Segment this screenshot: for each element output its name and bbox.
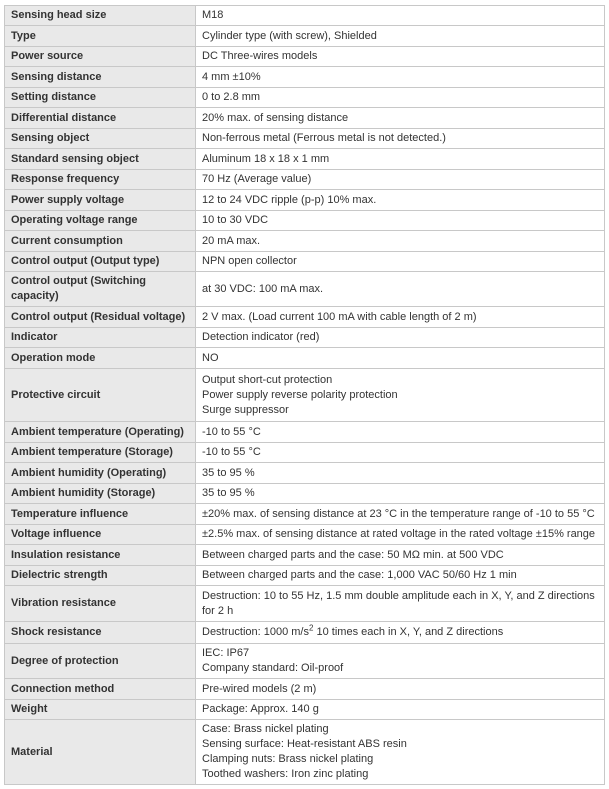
table-row: [5, 422, 605, 443]
spec-label: Weight: [5, 700, 196, 720]
spec-value-line: Toothed washers: Iron zinc plating: [202, 768, 369, 780]
spec-value-line: Case: Brass nickel plating: [202, 723, 329, 735]
table-row: [5, 644, 605, 679]
spec-label: Temperature influence: [5, 504, 196, 525]
spec-value: [196, 108, 605, 129]
table-row: [5, 129, 605, 149]
spec-label: Insulation resistance: [5, 545, 196, 566]
spec-value: [196, 369, 605, 422]
spec-label: Sensing distance: [5, 67, 196, 88]
spec-label: Power source: [5, 47, 196, 67]
spec-label: Ambient humidity (Storage): [5, 484, 196, 504]
spec-value: [196, 525, 605, 545]
spec-label: Control output (Residual voltage): [5, 307, 196, 328]
spec-value: [196, 129, 605, 149]
table-row: [5, 720, 605, 785]
spec-label: Control output (Output type): [5, 252, 196, 272]
table-row: [5, 679, 605, 700]
spec-label: Power supply voltage: [5, 190, 196, 211]
spec-value: [196, 504, 605, 525]
spec-label: Ambient temperature (Operating): [5, 422, 196, 443]
table-row: [5, 108, 605, 129]
table-row: [5, 211, 605, 231]
spec-value: [196, 231, 605, 252]
spec-value: [196, 211, 605, 231]
spec-label: Setting distance: [5, 88, 196, 108]
spec-label: Material: [5, 720, 196, 785]
spec-value: [196, 484, 605, 504]
spec-label: Protective circuit: [5, 369, 196, 422]
spec-value: [196, 586, 605, 622]
spec-value: [196, 6, 605, 26]
spec-value-line: 2 V max. (Load current 100 mA with cable length of 2 m): [202, 310, 477, 323]
table-row: [5, 170, 605, 190]
spec-value: [196, 272, 605, 307]
spec-value-line: Power supply reverse polarity protection: [202, 388, 398, 401]
spec-value: [196, 463, 605, 484]
spec-value: [196, 190, 605, 211]
spec-value-line: Package: Approx. 140 g: [202, 703, 319, 715]
table-row: [5, 328, 605, 348]
spec-label: Control output (Switching capacity): [5, 272, 196, 307]
table-row: [5, 307, 605, 328]
spec-value: [196, 170, 605, 190]
spec-value: [196, 328, 605, 348]
spec-value-line: Sensing surface: Heat-resistant ABS resin: [202, 738, 407, 750]
spec-label: Voltage influence: [5, 525, 196, 545]
table-row: [5, 252, 605, 272]
spec-value: [196, 47, 605, 67]
spec-label: Operation mode: [5, 348, 196, 369]
spec-value-line: ±2.5% max. of sensing distance at rated voltage in the rated voltage ±15% range: [202, 528, 596, 540]
spec-label: Current consumption: [5, 231, 196, 252]
spec-value-line: Destruction: 10 to 55 Hz, 1.5 mm double amplitude each in X, Y, and Z directions for 2 h: [202, 589, 595, 617]
table-row: [5, 67, 605, 88]
spec-label: Vibration resistance: [5, 586, 196, 622]
spec-value: [196, 545, 605, 566]
spec-value-line: 12 to 24 VDC ripple (p-p) 10% max.: [202, 193, 377, 206]
spec-value: [196, 622, 605, 644]
spec-value-line: Between charged parts and the case: 50 MΩ min. at 500 VDC: [202, 548, 504, 561]
table-row: [5, 700, 605, 720]
spec-value: [196, 88, 605, 108]
spec-value-line: Output short-cut protection: [202, 373, 333, 386]
spec-value-line: 10 to 30 VDC: [202, 214, 269, 226]
table-row: [5, 586, 605, 622]
spec-label: Type: [5, 26, 196, 47]
spec-value-line: -10 to 55 °C: [202, 446, 261, 458]
spec-label: Dielectric strength: [5, 566, 196, 586]
table-row: [5, 443, 605, 463]
spec-label: Response frequency: [5, 170, 196, 190]
spec-value-line: -10 to 55 °C: [202, 425, 261, 438]
spec-value-line: Cylinder type (with screw), Shielded: [202, 29, 377, 42]
spec-label: Connection method: [5, 679, 196, 700]
spec-value-line: NO: [202, 351, 219, 364]
table-row: [5, 26, 605, 47]
table-row: [5, 348, 605, 369]
spec-value-line: 70 Hz (Average value): [202, 173, 312, 185]
spec-value: [196, 348, 605, 369]
spec-label: Operating voltage range: [5, 211, 196, 231]
spec-label: Indicator: [5, 328, 196, 348]
table-row: [5, 272, 605, 307]
table-row: [5, 47, 605, 67]
spec-value-line: DC Three-wires models: [202, 50, 318, 62]
spec-value: [196, 26, 605, 47]
spec-label: Shock resistance: [5, 622, 196, 644]
spec-value-line: Pre-wired models (2 m): [202, 682, 317, 695]
spec-label: Ambient temperature (Storage): [5, 443, 196, 463]
spec-value: [196, 252, 605, 272]
spec-value-line: ±20% max. of sensing distance at 23 °C in the temperature range of -10 to 55 °C: [202, 507, 595, 520]
spec-label: Sensing object: [5, 129, 196, 149]
table-row: [5, 525, 605, 545]
spec-value-line: IEC: IP67: [202, 647, 250, 659]
table-row: [5, 369, 605, 422]
spec-label: Ambient humidity (Operating): [5, 463, 196, 484]
spec-value: [196, 720, 605, 785]
table-row: [5, 231, 605, 252]
spec-value: [196, 700, 605, 720]
spec-label: Differential distance: [5, 108, 196, 129]
spec-value-line: at 30 VDC: 100 mA max.: [202, 282, 324, 295]
table-row: [5, 149, 605, 170]
table-row: [5, 566, 605, 586]
spec-value: [196, 307, 605, 328]
spec-value-line: Company standard: Oil-proof: [202, 662, 344, 674]
superscript-exponent: 2: [309, 623, 314, 633]
spec-value-line: 4 mm ±10%: [202, 70, 261, 83]
spec-value: [196, 422, 605, 443]
specifications-table-body: [5, 6, 605, 785]
spec-value-line: Between charged parts and the case: 1,000 VAC 50/60 Hz 1 min: [202, 569, 517, 581]
table-row: [5, 545, 605, 566]
spec-value-line: 35 to 95 %: [202, 466, 255, 479]
spec-value-line: 0 to 2.8 mm: [202, 91, 261, 103]
spec-value-text: Destruction: 1000 m/s: [202, 626, 309, 638]
spec-value-line: 20% max. of sensing distance: [202, 111, 349, 124]
spec-value-text: 10 times each in X, Y, and Z directions: [313, 626, 504, 638]
spec-value-line: 35 to 95 %: [202, 487, 255, 499]
spec-value-line: Non-ferrous metal (Ferrous metal is not detected.): [202, 132, 446, 144]
spec-value: [196, 67, 605, 88]
spec-value: [196, 679, 605, 700]
spec-value-line: Detection indicator (red): [202, 331, 320, 343]
spec-value: [196, 644, 605, 679]
table-row: [5, 88, 605, 108]
spec-value-line: Aluminum 18 x 18 x 1 mm: [202, 152, 330, 165]
spec-value: [196, 443, 605, 463]
table-row: [5, 504, 605, 525]
spec-value: [196, 566, 605, 586]
table-row: [5, 190, 605, 211]
spec-value-line: Clamping nuts: Brass nickel plating: [202, 753, 374, 765]
table-row: [5, 6, 605, 26]
specifications-table: [4, 5, 605, 785]
spec-value-line: 20 mA max.: [202, 234, 261, 247]
spec-value-line: NPN open collector: [202, 255, 297, 267]
spec-label: Degree of protection: [5, 644, 196, 679]
spec-value-line: Surge suppressor: [202, 403, 289, 416]
table-row: [5, 463, 605, 484]
table-row: [5, 484, 605, 504]
spec-label: Sensing head size: [5, 6, 196, 26]
table-row: [5, 622, 605, 644]
spec-label: Standard sensing object: [5, 149, 196, 170]
spec-value-line: M18: [202, 9, 224, 21]
spec-value: [196, 149, 605, 170]
